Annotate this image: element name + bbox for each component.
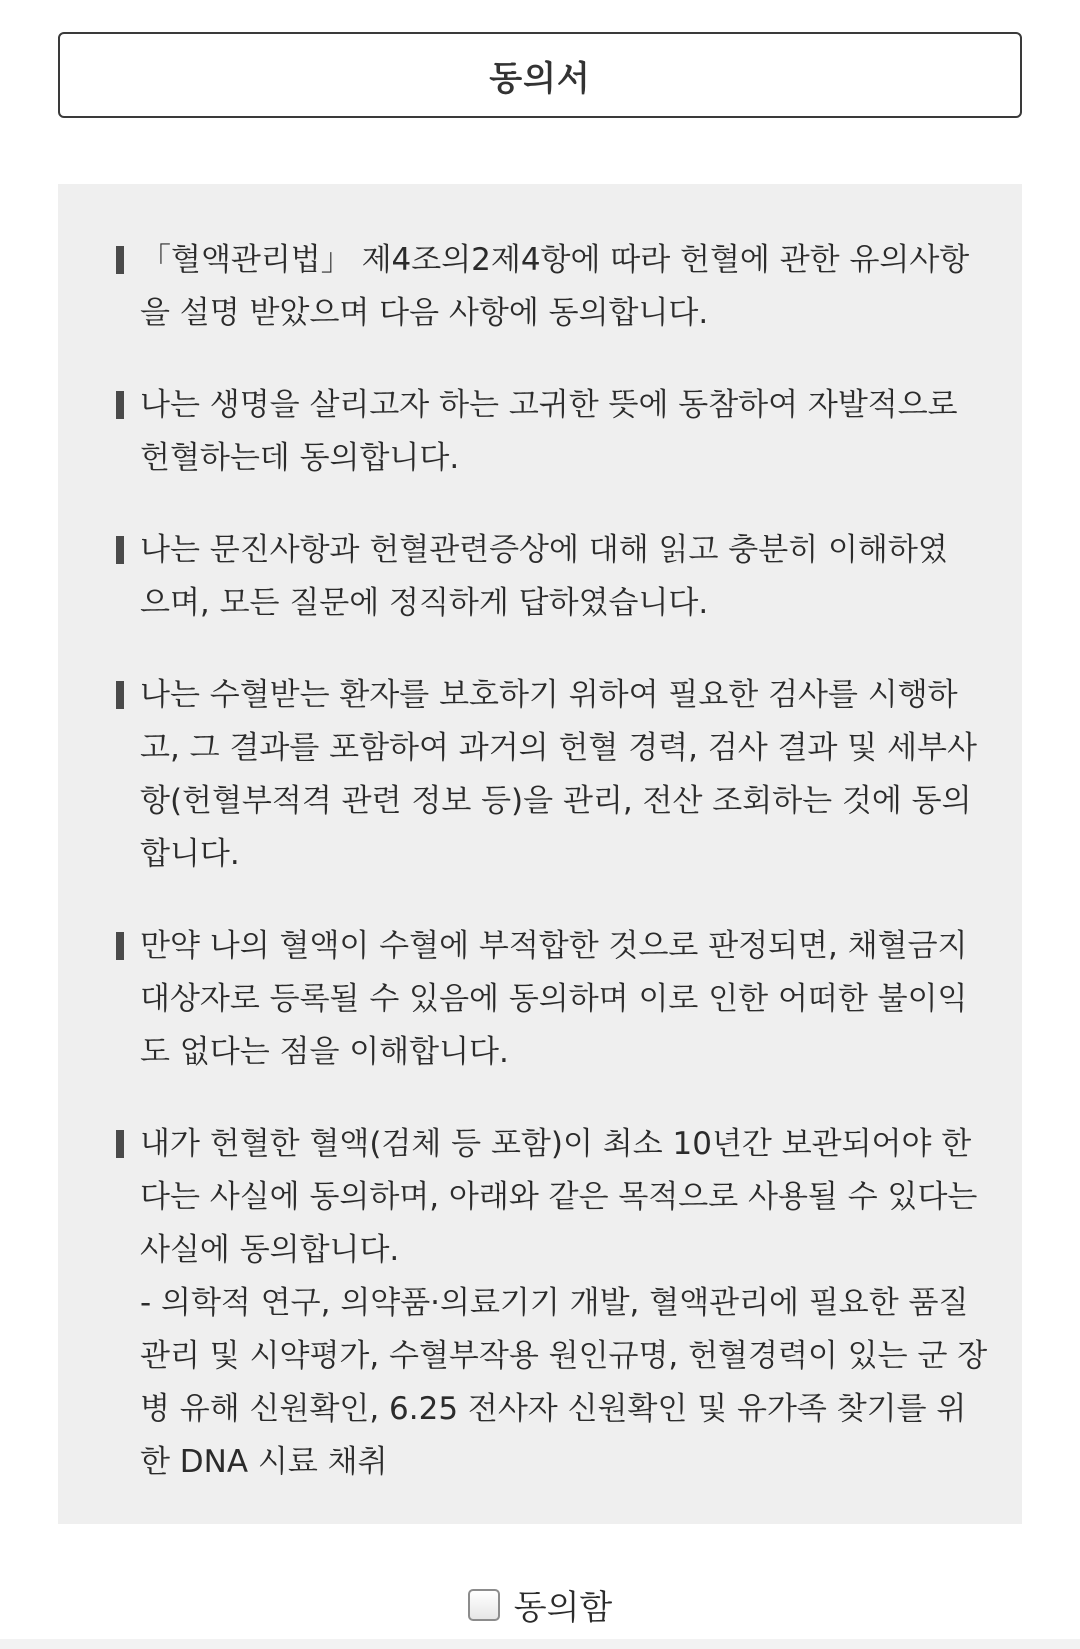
bullet-bar-icon (116, 391, 124, 419)
agree-row[interactable] (0, 1580, 1080, 1629)
bullet-bar-icon (116, 246, 124, 274)
bullet-bar-icon (116, 681, 124, 709)
page-title: 동의서 (489, 58, 591, 99)
consent-clause-4 (86, 669, 992, 881)
consent-clause-1 (86, 234, 992, 340)
agree-checkbox[interactable] (468, 1589, 500, 1621)
clause-text: 만약 나의 혈액이 수혈에 부적합한 것으로 판정되면, 채혈금지 대상자로 등록될 수 있음에 동의하며 이로 인한 어떠한 불이익 도 없다는 점을 이해합니다. (140, 928, 968, 1070)
agree-label[interactable]: 동의함 (513, 1588, 613, 1628)
consent-clause-5 (86, 920, 992, 1079)
consent-clause-6 (86, 1118, 992, 1489)
bottom-divider (0, 1639, 1080, 1649)
consent-title-box (58, 32, 1022, 118)
clause-text: 나는 수혈받는 환자를 보호하기 위하여 필요한 검사를 시행하 고, 그 결과를 포함하여 과거의 헌혈 경력, 검사 결과 및 세부사 항(헌혈부적격 관련 정보 등)을 관리, 전산 조회하는 것에 동의 합니다. (140, 677, 977, 872)
bullet-bar-icon (116, 1130, 124, 1158)
consent-clauses-panel (58, 184, 1022, 1524)
bullet-bar-icon (116, 536, 124, 564)
clause-text: 나는 문진사항과 헌혈관련증상에 대해 읽고 충분히 이해하였 으며, 모든 질문에 정직하게 답하였습니다. (140, 532, 948, 621)
clause-text: 나는 생명을 살리고자 하는 고귀한 뜻에 동참하여 자발적으로 헌혈하는데 동의합니다. (140, 387, 958, 476)
consent-clause-3 (86, 524, 992, 630)
clause-text: 「혈액관리법」 제4조의2제4항에 따라 헌혈에 관한 유의사항 을 설명 받았으며 다음 사항에 동의합니다. (140, 242, 970, 331)
bullet-bar-icon (116, 932, 124, 960)
consent-clause-2 (86, 379, 992, 485)
clause-text: 내가 헌혈한 혈액(검체 등 포함)이 최소 10년간 보관되어야 한 다는 사실에 동의하며, 아래와 같은 목적으로 사용될 수 있다는 사실에 동의합니다. - 의학적 연구, 의약품·의료기기 개발, 혈액관리에 필요한 품질 관리 및 시약평가, 수혈부작용 원인규명, 헌혈경력이 있는 군 장 병 유해 신원확인, 6.25 전사자 신원확인 및 유가족 찾기를 위 한 DNA 시료 채취 (140, 1126, 988, 1480)
